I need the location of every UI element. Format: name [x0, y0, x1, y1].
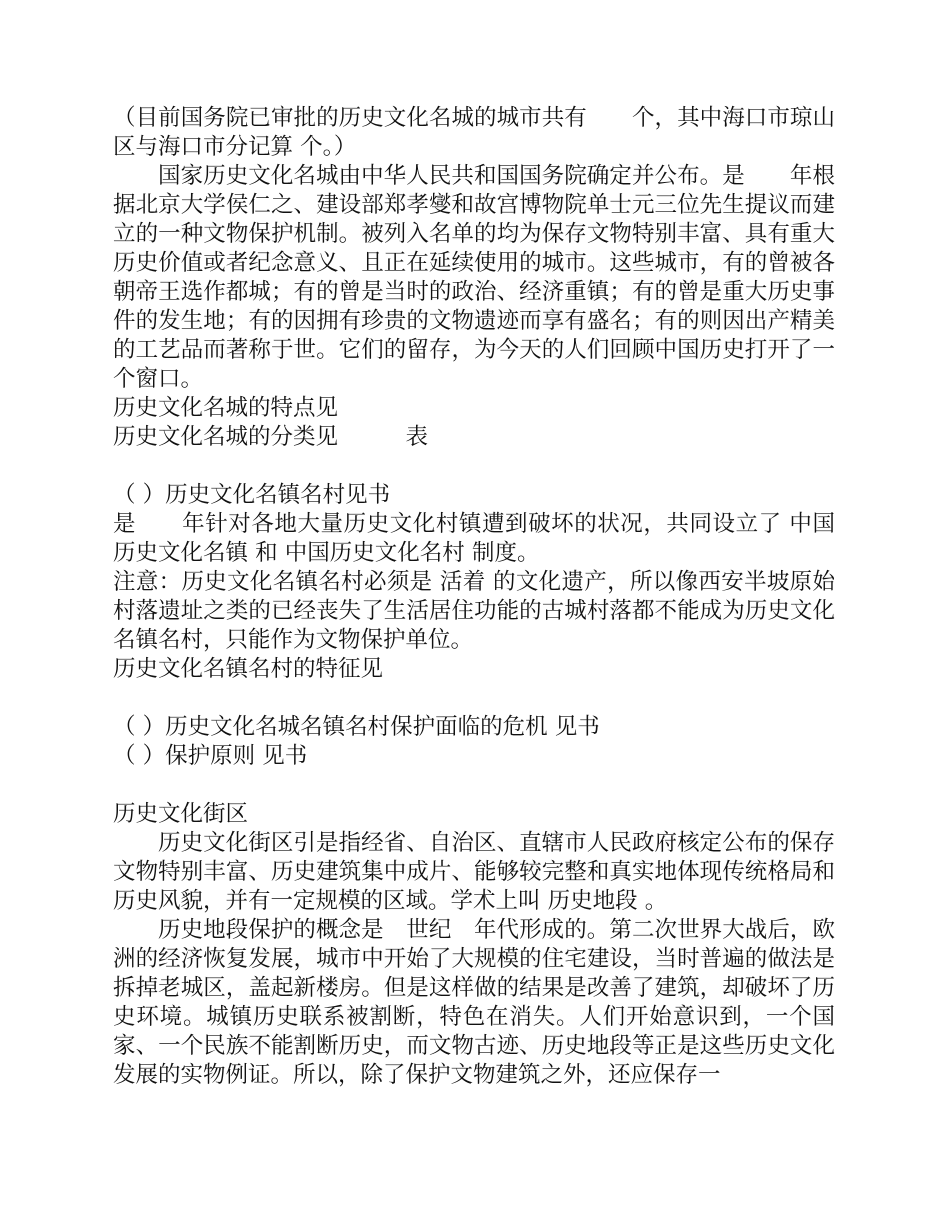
section-heading-principles: （ ）保护原则 见书: [113, 743, 308, 769]
paragraph-city-categories: 历史文化名城的分类见 表: [113, 424, 429, 450]
spacer: [113, 771, 835, 800]
paragraph-historic-area-concept: 历史地段保护的概念是 世纪 年代形成的。第二次世界大战后，欧洲的经济恢复发展，城市中开始了大规模的住宅建设，当时普遍的做法是拆掉老城区，盖起新楼房。但是这样做的结果是改善了建筑，却破坏了历史环境。城镇历史联系被割断，特色在消失。人们开始意识到，一个国家、一个民族不能割断历史，而文物古迹、历史地段等正是这些历史文化发展的实物例证。所以，除了保护文物建筑之外，还应保存一: [113, 917, 835, 1088]
paragraph-famous-cities-intro: 国家历史文化名城由中华人民共和国国务院确定并公布。是 年根据北京大学侯仁之、建设部郑孝燮和故宫博物院单士元三位先生提议而建立的一种文物保护机制。被列入名单的均为保存文物特别丰富、具有重大历史价值或者纪念意义、且正在延续使用的城市。这些城市，有的曾被各朝帝王选作都城；有的曾是当时的政治、经济重镇；有的曾是重大历史事件的发生地；有的因拥有珍贵的文物遗迹而享有盛名；有的则因出产精美的工艺品而著称于世。它们的留存，为今天的人们回顾中国历史打开了一个窗口。: [113, 163, 835, 392]
paragraph-city-count: （目前国务院已审批的历史文化名城的城市共有 个，其中海口市琼山区与海口市分记算 个。）: [113, 105, 835, 160]
paragraph-note-living-heritage: 注意：历史文化名镇名村必须是 活着 的文化遗产，所以像西安半坡原始村落遗址之类的已经丧失了生活居住功能的古城村落都不能成为历史文化名镇名村，只能作为文物保护单位。: [113, 569, 835, 653]
section-heading-historic-districts: 历史文化街区: [113, 801, 249, 827]
spacer: [113, 684, 835, 713]
paragraph-historic-district-definition: 历史文化街区引是指经省、自治区、直辖市人民政府核定公布的保存文物特别丰富、历史建筑集中成片、能够较完整和真实地体现传统格局和历史风貌，并有一定规模的区域。学术上叫 历史地段 。: [113, 830, 835, 914]
document-body: [113, 104, 835, 1090]
section-heading-crisis: （ ）历史文化名城名镇名村保护面临的危机 见书: [113, 714, 600, 740]
paragraph-city-features: 历史文化名城的特点见: [113, 395, 339, 421]
paragraph-towns-villages-features: 历史文化名镇名村的特征见: [113, 656, 384, 682]
paragraph-towns-villages-system: 是 年针对各地大量历史文化村镇遭到破坏的状况，共同设立了 中国历史文化名镇 和 中国历史文化名村 制度。: [113, 511, 835, 566]
section-heading-towns-villages: （ ）历史文化名镇名村见书: [113, 482, 391, 508]
spacer: [113, 452, 835, 481]
